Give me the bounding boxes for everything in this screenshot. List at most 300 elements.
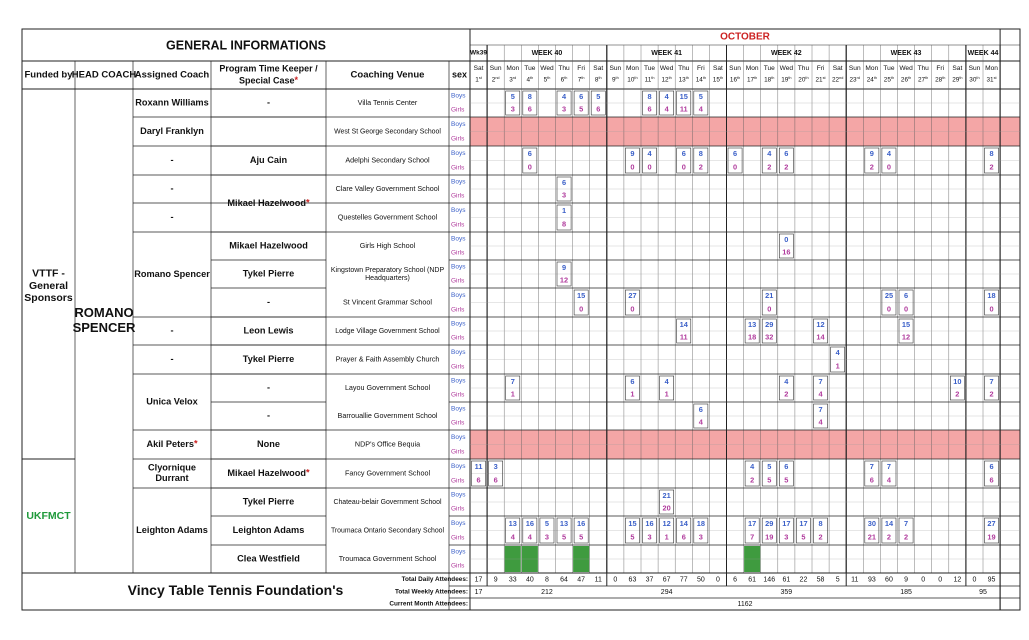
- girls-count: 2: [955, 389, 960, 399]
- time-keeper-name: Mikael Hazelwood*: [227, 467, 310, 478]
- boys-count: 7: [510, 376, 515, 386]
- assigned-coach-header: Assigned Coach: [134, 69, 210, 81]
- boys-count: 5: [596, 91, 601, 101]
- day-name: Sat: [593, 64, 604, 72]
- assigned-coach-name: -: [170, 353, 174, 364]
- weekly-total: 294: [660, 588, 673, 596]
- boys-count: 14: [679, 519, 688, 529]
- weekly-total: 212: [541, 588, 553, 596]
- day-name: Fri: [936, 64, 945, 72]
- girls-count: 0: [630, 162, 635, 172]
- boys-count: 21: [662, 490, 671, 500]
- boys-label: Boys: [451, 462, 466, 470]
- boys-label: Boys: [451, 92, 466, 100]
- venue-name: Girls High School: [359, 240, 416, 250]
- day-number: 12th: [661, 76, 672, 84]
- daily-total: 58: [816, 576, 825, 584]
- venue-name: St Vincent Grammar School: [343, 297, 432, 307]
- girls-label: Girls: [451, 135, 465, 143]
- girls-count: 4: [664, 104, 669, 114]
- assigned-coach-name: Clyornique: [148, 462, 196, 473]
- boys-count: 7: [869, 462, 874, 472]
- girls-count: 12: [901, 332, 911, 342]
- boys-count: 4: [767, 149, 772, 159]
- boys-count: 18: [987, 291, 996, 301]
- assigned-coach-name: -: [170, 154, 174, 165]
- boys-count: 7: [989, 376, 994, 386]
- day-name: Tue: [763, 64, 775, 72]
- day-number: 31st: [986, 76, 997, 84]
- head-coach-name: SPENCER: [72, 319, 136, 335]
- daily-total: 0: [613, 576, 618, 584]
- daily-total: 50: [696, 576, 705, 584]
- day-name: Mon: [985, 64, 998, 72]
- day-name: Thu: [917, 64, 929, 72]
- boys-count: 8: [698, 149, 703, 159]
- boys-count: 13: [748, 319, 757, 329]
- daily-total: 5: [835, 576, 840, 584]
- girls-label: Girls: [451, 249, 465, 257]
- boys-count: 7: [886, 462, 892, 472]
- daily-total: 60: [885, 576, 893, 584]
- assigned-coach-name: -: [170, 211, 174, 222]
- boys-count: 0: [784, 234, 789, 244]
- girls-count: 2: [784, 389, 789, 399]
- girls-label: Girls: [451, 192, 465, 200]
- boys-count: 6: [681, 149, 686, 159]
- funder-name: VTTF -: [32, 267, 65, 280]
- day-name: Fri: [696, 64, 705, 72]
- boys-count: 5: [767, 462, 772, 472]
- boys-count: 4: [886, 149, 892, 159]
- girls-label: Girls: [451, 221, 465, 229]
- girls-count: 1: [664, 532, 669, 542]
- day-number: 23rd: [849, 76, 860, 84]
- boys-count: 6: [527, 149, 532, 159]
- boys-count: 25: [884, 291, 894, 301]
- girls-count: 0: [886, 304, 892, 314]
- venue-name: Layou Government School: [344, 382, 431, 392]
- day-name: Mon: [626, 64, 639, 72]
- day-name: Sun: [609, 64, 622, 72]
- girls-label: Girls: [451, 448, 465, 456]
- girls-count: 2: [989, 162, 994, 172]
- daily-total: 64: [560, 576, 568, 584]
- day-number: 20th: [798, 76, 809, 84]
- assigned-coach-name: Leighton Adams: [136, 524, 208, 535]
- boys-count: 27: [987, 519, 996, 529]
- girls-count: 2: [869, 162, 874, 172]
- boys-count: 5: [544, 519, 550, 529]
- time-keeper-name: Tykel Pierre: [242, 496, 295, 507]
- day-number: 25th: [883, 76, 895, 84]
- girls-count: 4: [527, 532, 532, 542]
- time-keeper-name: None: [257, 438, 280, 449]
- time-keeper-name: Tykel Pierre: [242, 353, 295, 364]
- day-number: 8th: [594, 76, 602, 84]
- girls-count: 6: [869, 475, 874, 485]
- assigned-coach-name: Durrant: [155, 473, 189, 484]
- girls-count: 0: [630, 304, 635, 314]
- girls-count: 32: [765, 332, 774, 342]
- month-total: 1162: [737, 600, 753, 608]
- ptk-header: Program Time Keeper /: [219, 63, 318, 74]
- day-number: 27th: [918, 76, 929, 84]
- girls-count: 2: [750, 475, 755, 485]
- girls-count: 0: [886, 162, 892, 172]
- week-39-label: Wk39: [470, 49, 488, 57]
- girls-count: 19: [765, 532, 774, 542]
- girls-count: 3: [647, 532, 652, 542]
- weekly-total: 185: [900, 588, 912, 596]
- girls-label: Girls: [451, 363, 465, 371]
- boys-label: Boys: [451, 235, 466, 243]
- venue-name: Clare Valley Government School: [335, 183, 440, 193]
- girls-label: Girls: [451, 164, 465, 172]
- daily-total: 37: [645, 576, 654, 584]
- boys-label: Boys: [451, 548, 466, 556]
- boys-count: 4: [750, 462, 755, 472]
- day-name: Wed: [659, 64, 674, 72]
- boys-count: 6: [903, 291, 909, 301]
- boys-count: 9: [869, 149, 874, 159]
- girls-label: Girls: [451, 277, 465, 285]
- time-keeper-name: Mikael Hazelwood: [229, 240, 308, 251]
- girls-count: 2: [818, 532, 823, 542]
- girls-count: 3: [544, 532, 550, 542]
- daily-total: 63: [628, 576, 637, 584]
- venue-name: Barrouallie Government School: [337, 410, 438, 420]
- venue-name: Fancy Government School: [344, 468, 431, 478]
- time-keeper-name: Clea Westfield: [237, 553, 300, 564]
- girls-count: 20: [662, 503, 671, 513]
- boys-count: 14: [679, 319, 688, 329]
- boys-count: 12: [816, 319, 825, 329]
- day-number: 29th: [952, 76, 963, 84]
- girls-count: 1: [510, 389, 515, 399]
- girls-count: 6: [647, 104, 652, 114]
- day-name: Sun: [968, 64, 981, 72]
- daily-total: 61: [748, 576, 757, 584]
- girls-count: 2: [698, 162, 703, 172]
- girls-count: 5: [784, 475, 789, 485]
- girls-count: 1: [630, 389, 635, 399]
- girls-label: Girls: [451, 477, 465, 485]
- girls-count: 7: [750, 532, 755, 542]
- girls-count: 2: [767, 162, 772, 172]
- boys-count: 16: [525, 519, 534, 529]
- boys-count: 1: [561, 206, 567, 216]
- girls-count: 1: [835, 361, 840, 371]
- girls-count: 2: [886, 532, 892, 542]
- weekly-total: 359: [780, 588, 793, 596]
- total-weekly-label: Total Weekly Attendees:: [394, 588, 468, 596]
- boys-label: Boys: [451, 377, 466, 385]
- girls-label: Girls: [451, 334, 465, 342]
- boys-label: Boys: [451, 149, 466, 157]
- boys-count: 6: [630, 376, 635, 386]
- girls-count: 2: [989, 389, 994, 399]
- boys-count: 11: [474, 462, 483, 472]
- time-keeper-name: Tykel Pierre: [242, 268, 295, 279]
- boys-label: Boys: [451, 263, 466, 271]
- assigned-coach-name: Roxann Williams: [135, 97, 209, 108]
- boys-label: Boys: [451, 120, 466, 128]
- boys-count: 16: [645, 519, 654, 529]
- daily-total: 33: [508, 576, 517, 584]
- day-name: Tue: [883, 64, 895, 72]
- day-number: 26th: [900, 76, 912, 84]
- boys-count: 6: [989, 462, 994, 472]
- day-number: 17th: [747, 76, 758, 84]
- boys-count: 29: [765, 319, 774, 329]
- foundation-name: Vincy Table Tennis Foundation's: [127, 582, 344, 599]
- time-keeper-name: Aju Cain: [249, 154, 288, 165]
- boys-count: 30: [867, 519, 876, 529]
- daily-total: 12: [953, 576, 962, 584]
- girls-count: 11: [679, 332, 688, 342]
- venue-name: Troumaca Ontario Secondary School: [330, 527, 445, 535]
- girls-count: 8: [561, 219, 567, 229]
- day-number: 9th: [611, 76, 619, 84]
- boys-count: 18: [696, 519, 705, 529]
- day-number: 1st: [475, 76, 482, 84]
- girls-count: 5: [579, 532, 584, 542]
- day-name: Sat: [712, 64, 723, 72]
- week-label: WEEK 40: [531, 49, 563, 57]
- day-name: Wed: [899, 64, 913, 72]
- boys-count: 13: [508, 519, 517, 529]
- boys-label: Boys: [451, 291, 466, 299]
- week-label: WEEK 41: [651, 49, 683, 57]
- boys-count: 6: [732, 149, 738, 159]
- girls-count: 19: [987, 532, 996, 542]
- girls-count: 4: [818, 389, 823, 399]
- day-number: 14th: [695, 76, 706, 84]
- daily-total: 77: [679, 576, 688, 584]
- day-name: Mon: [865, 64, 879, 72]
- time-keeper-name: -: [266, 296, 271, 307]
- boys-count: 8: [527, 91, 532, 101]
- boys-label: Boys: [451, 491, 466, 499]
- assigned-coach-name: Akil Peters*: [146, 438, 198, 449]
- daily-total: 95: [987, 576, 996, 584]
- girls-count: 16: [782, 247, 791, 257]
- girls-count: 4: [886, 475, 892, 485]
- day-number: 10th: [627, 76, 638, 84]
- day-name: Thu: [558, 64, 570, 72]
- daily-total: 67: [662, 576, 671, 584]
- boys-label: Boys: [451, 206, 466, 214]
- girls-count: 0: [903, 304, 909, 314]
- girls-count: 1: [664, 389, 669, 399]
- boys-label: Boys: [451, 433, 466, 441]
- day-name: Thu: [797, 64, 810, 72]
- girls-count: 6: [989, 475, 994, 485]
- boys-count: 12: [662, 519, 671, 529]
- girls-count: 2: [903, 532, 909, 542]
- time-keeper-name: Leon Lewis: [243, 325, 294, 336]
- girls-count: 6: [476, 475, 481, 485]
- time-keeper-name: -: [266, 410, 271, 421]
- girls-count: 0: [647, 162, 652, 172]
- girls-count: 21: [867, 532, 876, 542]
- boys-label: Boys: [451, 405, 466, 413]
- month-title: OCTOBER: [720, 31, 770, 43]
- boys-count: 7: [818, 404, 823, 414]
- boys-count: 8: [989, 149, 994, 159]
- day-number: 28th: [935, 76, 946, 84]
- daily-total: 0: [938, 576, 943, 584]
- boys-count: 15: [679, 91, 688, 101]
- girls-count: 5: [561, 532, 567, 542]
- boys-label: Boys: [451, 348, 466, 356]
- week-label: WEEK 43: [890, 49, 922, 57]
- boys-count: 21: [765, 291, 774, 301]
- time-keeper-name: -: [266, 97, 271, 108]
- time-keeper-name: Leighton Adams: [232, 524, 305, 535]
- boys-count: 6: [698, 404, 703, 414]
- boys-count: 4: [664, 376, 669, 386]
- boys-count: 3: [493, 462, 498, 472]
- coaching-venue-header: Coaching Venue: [350, 69, 425, 81]
- boys-count: 13: [559, 519, 569, 529]
- venue-name: Kingstown Preparatory School (NDP: [330, 266, 445, 274]
- girls-count: 18: [748, 332, 757, 342]
- day-name: Fri: [577, 64, 586, 72]
- girls-count: 5: [767, 475, 772, 485]
- day-number: 24th: [866, 76, 877, 84]
- daily-total: 22: [799, 576, 808, 584]
- boys-count: 4: [647, 149, 652, 159]
- head-coach-header: HEAD COACH: [71, 69, 137, 81]
- venue-name: Lodge Village Government School: [335, 327, 440, 335]
- ptk-header: Special Case*: [238, 75, 299, 86]
- day-number: 19th: [781, 76, 792, 84]
- boys-count: 15: [901, 319, 911, 329]
- boys-count: 16: [577, 519, 586, 529]
- day-name: Fri: [816, 64, 825, 72]
- daily-total: 6: [733, 576, 738, 584]
- boys-count: 4: [664, 91, 669, 101]
- funded-by-header: Funded by: [24, 69, 73, 81]
- total-daily-label: Total Daily Attendees:: [401, 576, 468, 584]
- day-name: Sat: [832, 64, 843, 72]
- time-keeper-name: -: [266, 382, 271, 393]
- girls-count: 3: [510, 104, 515, 114]
- girls-count: 12: [559, 275, 569, 285]
- girls-label: Girls: [451, 505, 465, 513]
- girls-count: 0: [732, 162, 738, 172]
- daily-total: 40: [525, 576, 534, 584]
- day-number: 30th: [969, 76, 980, 84]
- girls-count: 4: [698, 417, 703, 427]
- daily-total: 8: [544, 576, 549, 584]
- day-name: Thu: [678, 64, 690, 72]
- day-name: Wed: [540, 64, 554, 72]
- girls-count: 5: [630, 532, 635, 542]
- daily-total: 0: [921, 576, 926, 584]
- girls-count: 4: [698, 104, 703, 114]
- weekly-total: 17: [474, 588, 483, 596]
- venue-name: Villa Tennis Center: [357, 97, 418, 107]
- venue-name: Questelles Government School: [337, 212, 438, 222]
- day-name: Wed: [779, 64, 794, 72]
- girls-count: 3: [561, 190, 567, 200]
- girls-count: 11: [679, 104, 688, 114]
- boys-count: 8: [647, 91, 652, 101]
- girls-count: 6: [596, 104, 601, 114]
- boys-count: 17: [782, 519, 791, 529]
- girls-label: Girls: [451, 419, 465, 427]
- week-label: WEEK 44: [967, 49, 999, 57]
- day-name: Sun: [848, 64, 861, 72]
- boys-count: 10: [953, 376, 962, 386]
- venue-name: Troumaca Government School: [338, 553, 437, 563]
- day-name: Sat: [952, 64, 963, 72]
- day-name: Mon: [506, 64, 520, 72]
- venue-name: Chateau-belair Government School: [333, 498, 442, 506]
- boys-count: 4: [835, 348, 840, 358]
- daily-total: 0: [715, 576, 720, 584]
- current-month-label: Current Month Attendees:: [389, 600, 468, 608]
- assigned-coach-name: -: [170, 325, 174, 336]
- day-number: 3rd: [509, 76, 517, 84]
- assigned-coach-name: Romano Spencer: [134, 268, 210, 279]
- girls-label: Girls: [451, 306, 465, 314]
- head-coach-name: ROMANO: [74, 304, 134, 320]
- daily-total: 61: [782, 576, 791, 584]
- boys-label: Boys: [451, 519, 466, 527]
- girls-count: 0: [767, 304, 772, 314]
- daily-total: 11: [851, 576, 859, 584]
- boys-count: 17: [748, 519, 757, 529]
- sex-header: sex: [451, 69, 468, 80]
- girls-count: 3: [784, 532, 789, 542]
- boys-count: 4: [561, 91, 567, 101]
- venue-name: Prayer & Faith Assembly Church: [335, 354, 440, 364]
- boys-count: 15: [628, 519, 637, 529]
- assigned-coach-name: Unica Velox: [146, 396, 198, 407]
- boys-label: Boys: [451, 320, 466, 328]
- day-number: 21st: [815, 76, 826, 84]
- venue-name: Adelphi Secondary School: [345, 155, 430, 165]
- boys-count: 5: [698, 91, 703, 101]
- assigned-coach-name: -: [170, 183, 174, 194]
- girls-count: 4: [510, 532, 515, 542]
- girls-count: 6: [681, 532, 686, 542]
- boys-count: 4: [784, 376, 789, 386]
- boys-count: 17: [799, 519, 808, 529]
- boys-count: 5: [510, 91, 515, 101]
- girls-count: 0: [681, 162, 686, 172]
- time-keeper-name: Mikael Hazelwood*: [227, 197, 310, 208]
- weekly-total: 95: [979, 588, 987, 596]
- day-name: Mon: [745, 64, 759, 72]
- girls-count: 0: [989, 304, 994, 314]
- girls-count: 3: [561, 104, 567, 114]
- boys-count: 9: [561, 262, 567, 272]
- day-number: 2nd: [491, 76, 500, 84]
- boys-count: 8: [818, 519, 823, 529]
- day-number: 11th: [644, 76, 655, 84]
- girls-count: 2: [784, 162, 789, 172]
- girls-count: 6: [527, 104, 532, 114]
- boys-count: 27: [628, 291, 637, 301]
- daily-total: 9: [904, 576, 909, 584]
- venue-name: NDP's Office Bequia: [354, 439, 421, 449]
- day-number: 22nd: [831, 76, 844, 84]
